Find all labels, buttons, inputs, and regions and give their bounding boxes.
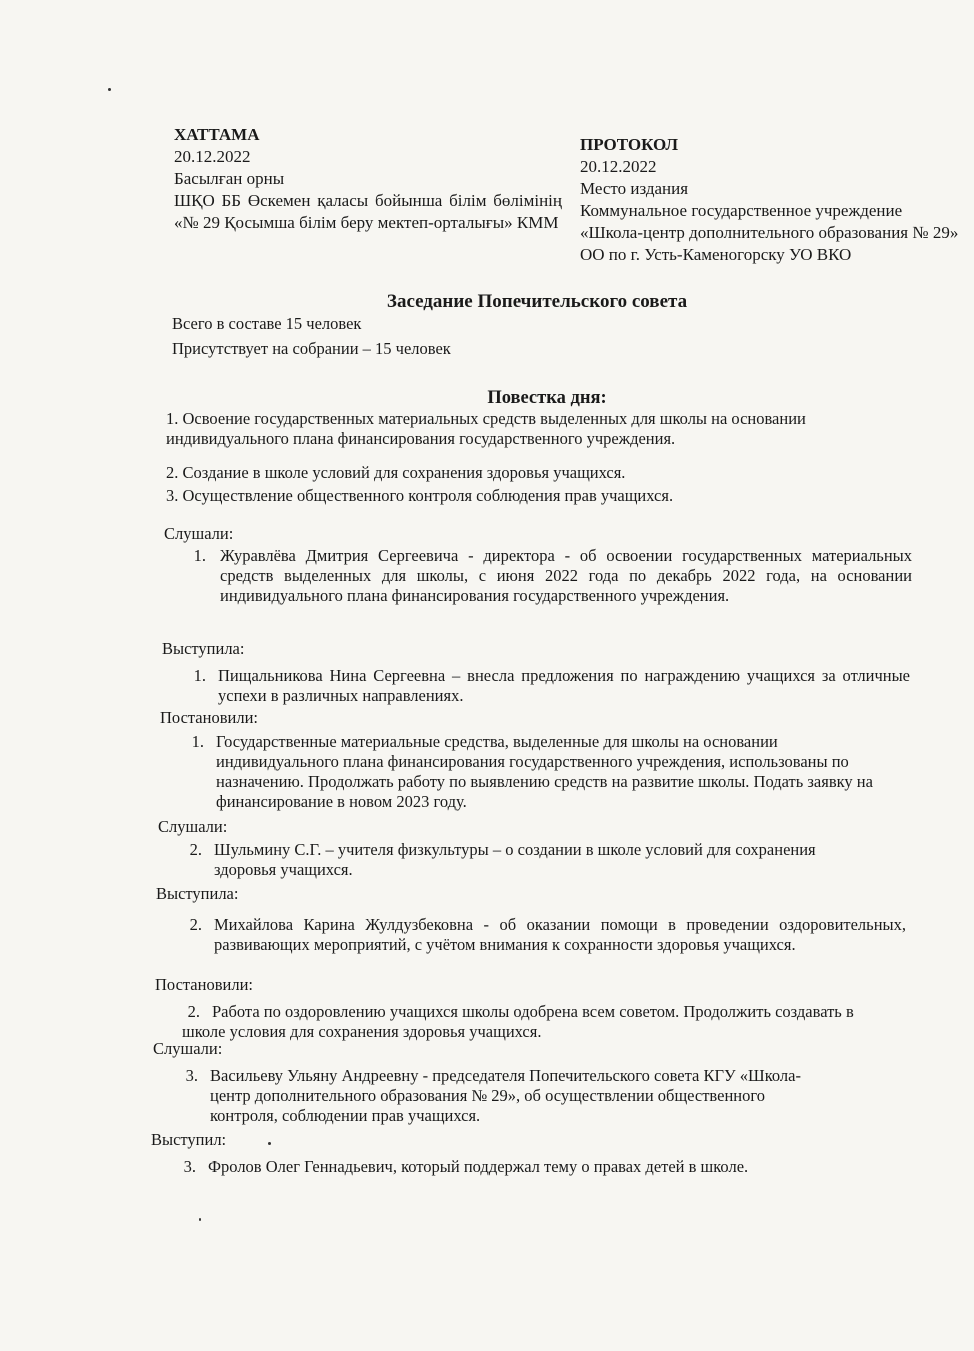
- scan-speck: [108, 88, 111, 91]
- agenda-item: 2. Создание в школе условий для сохранения здоровья учащихся.: [166, 463, 626, 482]
- left-header-place-label: Басылған орны: [174, 169, 285, 188]
- present-members: Присутствует на собрании – 15 человек: [172, 339, 451, 358]
- section-label: Слушали:: [153, 1039, 223, 1058]
- agenda-title: Повестка дня:: [487, 388, 607, 408]
- item-text: Михайлова Карина Жулдузбековна - об оказании помощи в проведении оздоровительных, развивающих мероприятий, с учётом внимания к сохранности здоровья учащихся.: [214, 915, 906, 954]
- meeting-title: Заседание Попечительского совета: [386, 291, 688, 312]
- section-label: Слушали:: [164, 524, 234, 543]
- item-number: 3.: [183, 1157, 196, 1176]
- section-label: Выступила:: [162, 639, 245, 658]
- section-label: Постановили:: [155, 975, 253, 994]
- item-number: 1.: [193, 546, 206, 565]
- item-text: Журавлёва Дмитрия Сергеевича - директора - об освоении государственных материальных средств выделенных для школы, с июня 2022 года по декабрь 2022 года, на основании индивидуального плана финансирования государственного учреждения.: [220, 546, 912, 605]
- section-label: Выступил:: [151, 1130, 227, 1149]
- section-label: Слушали:: [158, 817, 228, 836]
- item-number: 1.: [191, 732, 204, 751]
- item-text: Фролов Олег Геннадьевич, который поддержал тему о правах детей в школе.: [208, 1157, 749, 1176]
- item-number: 3.: [185, 1066, 198, 1085]
- left-header: [174, 124, 562, 234]
- item-number: 2.: [187, 1002, 200, 1021]
- item-text: Пищальникова Нина Сергеевна – внесла предложения по награждению учащихся за отличные успехи в различных направлениях.: [218, 666, 910, 705]
- right-header-date: 20.12.2022: [580, 157, 657, 176]
- right-header: [580, 134, 960, 266]
- right-header-org: Коммунальное государственное учреждение «Школа-центр дополнительного образования № 29» ОО по г. Усть-Каменогорску УО ВКО: [580, 201, 959, 264]
- agenda-item: 3. Осуществление общественного контроля соблюдения прав учащихся.: [166, 486, 674, 505]
- total-members: Всего в составе 15 человек: [172, 314, 362, 333]
- right-header-place-label: Место издания: [580, 179, 689, 198]
- item-number: 2.: [189, 915, 202, 934]
- section-label: Постановили:: [160, 708, 258, 727]
- left-header-org: ШҚО ББ Өскемен қаласы бойынша білім бөлімінің «№ 29 Қосымша білім беру мектеп-орталығы» КММ: [174, 191, 562, 232]
- item-text: Работа по оздоровлению учащихся школы одобрена всем советом. Продолжить создавать в школе условия для сохранения здоровья учащихся.: [182, 1002, 854, 1041]
- scan-speck: [199, 1218, 201, 1221]
- left-header-date: 20.12.2022: [174, 147, 251, 166]
- item-text: Шульмину С.Г. – учителя физкультуры – о создании в школе условий для сохранения здоровья учащихся.: [214, 840, 816, 879]
- left-header-title: ХАТТАМА: [174, 125, 260, 144]
- item-number: 2.: [189, 840, 202, 859]
- agenda-item: 1. Освоение государственных материальных средств выделенных для школы на основании индивидуального плана финансирования государственного учреждения.: [166, 409, 806, 448]
- item-text: Государственные материальные средства, выделенные для школы на основании индивидуального плана финансирования государственного учреждения, использованы по назначению. Продолжать работу по выявлению средств на развитие школы. Подать заявку на финансирование в новом 2023 году.: [216, 732, 873, 811]
- section-label: Выступила:: [156, 884, 239, 903]
- right-header-title: ПРОТОКОЛ: [580, 135, 679, 154]
- item-number: 1.: [193, 666, 206, 685]
- item-text: Васильеву Ульяну Андреевну - председателя Попечительского совета КГУ «Школа-центр дополнительного образования № 29», об осуществлении общественного контроля, соблюдении прав учащихся.: [210, 1066, 801, 1125]
- scan-speck: [268, 1142, 271, 1145]
